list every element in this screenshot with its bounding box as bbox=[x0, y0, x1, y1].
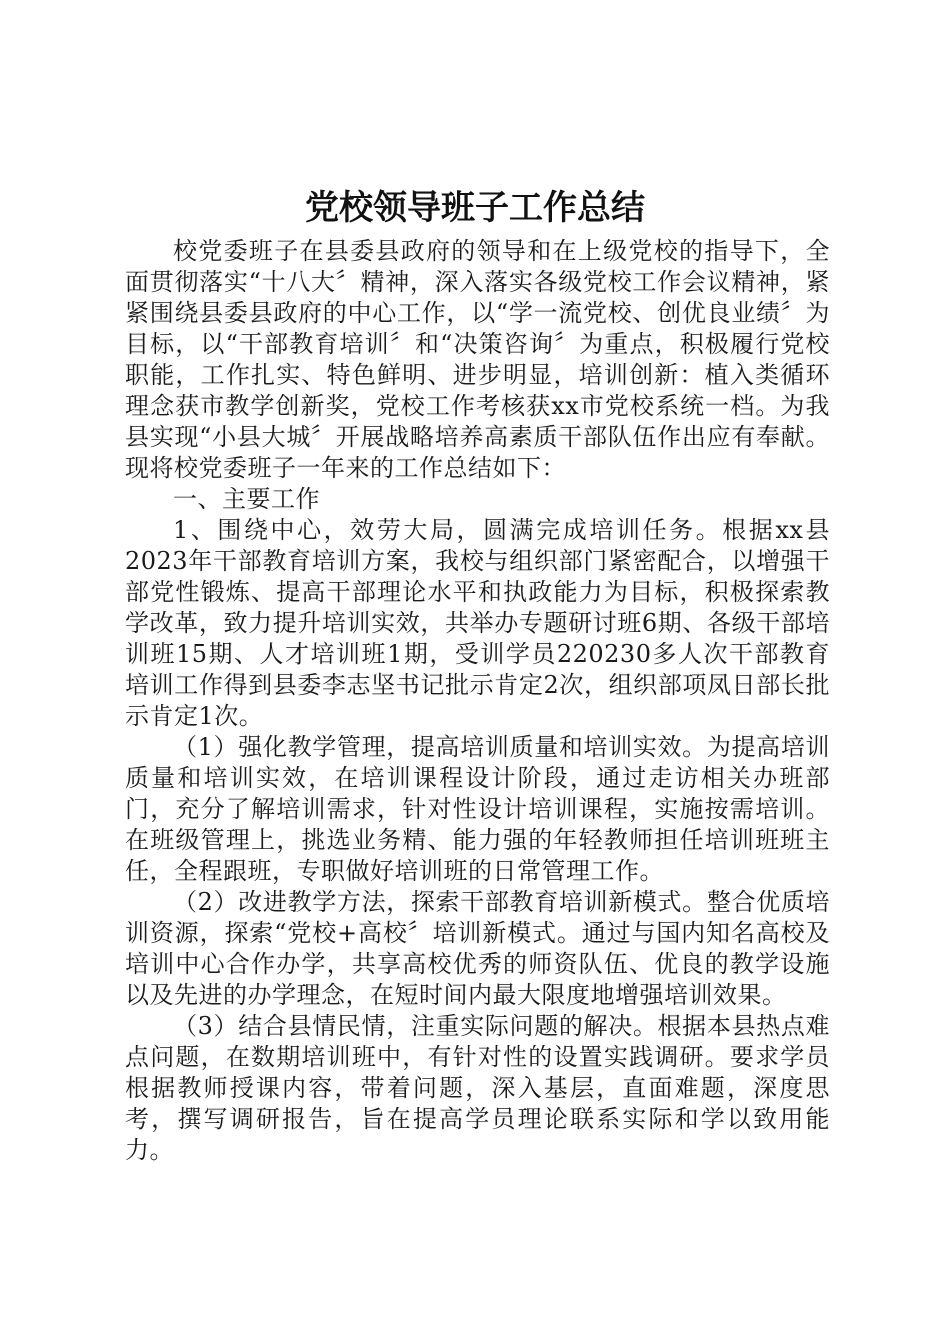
subitem-2-paragraph: （2）改进教学方法，探索干部教育培训新模式。整合优质培训资源，探索“党校+高校〞培训新模式。通过与国内知名高校及培训中心合作办学，共享高校优秀的师资队伍、优良的教学设施以及先进的办学理念，在短时间内最大限度地增强培训效果。 bbox=[125, 888, 830, 1009]
section-heading-main-work: 一、主要工作 bbox=[173, 485, 320, 513]
intro-paragraph: 校党委班子在县委县政府的领导和在上级党校的指导下，全面贯彻落实“十八大〞精神，深入落实各级党校工作会议精神，紧紧围绕县委县政府的中心工作，以“学一流党校、创优良业绩〞为目标，以“干部教育培训〞和“决策咨询〞为重点，积极履行党校职能，工作扎实、特色鲜明、进步明显，培训创新：植入类循环理念获市教学创新奖，党校工作考核获xx市党校系统一档。为我县实现“小县大城〞开展战略培养高素质干部队伍作出应有奉献。现将校党委班子一年来的工作总结如下： bbox=[125, 237, 830, 482]
document-title: 党校领导班子工作总结 bbox=[305, 188, 645, 228]
subitem-3-paragraph: （3）结合县情民情，注重实际问题的解决。根据本县热点难点问题，在数期培训班中，有针对性的设置实践调研。要求学员根据教师授课内容，带着问题，深入基层，直面难题，深度思考，撰写调研报告，旨在提高学员理论联系实际和学以致用能力。 bbox=[125, 1012, 830, 1164]
subitem-1-paragraph: （1）强化教学管理，提高培训质量和培训实效。为提高培训质量和培训实效，在培训课程设计阶段，通过走访相关办班部门，充分了解培训需求，针对性设计培训课程，实施按需培训。在班级管理上，挑选业务精、能力强的年轻教师担任培训班班主任，全程跟班，专职做好培训班的日常管理工作。 bbox=[125, 733, 830, 885]
item-1-paragraph: 1、围绕中心，效劳大局，圆满完成培训任务。根据xx县2023年干部教育培训方案，我校与组织部门紧密配合，以增强干部党性锻炼、提高干部理论水平和执政能力为目标，积极探索教学改革，致力提升培训实效，共举办专题研讨班6期、各级干部培训班15期、人才培训班1期，受训学员220230多人次干部教育培训工作得到县委李志坚书记批示肯定2次，组织部项凤日部长批示肯定1次。 bbox=[125, 516, 830, 730]
document-body bbox=[125, 236, 830, 1166]
